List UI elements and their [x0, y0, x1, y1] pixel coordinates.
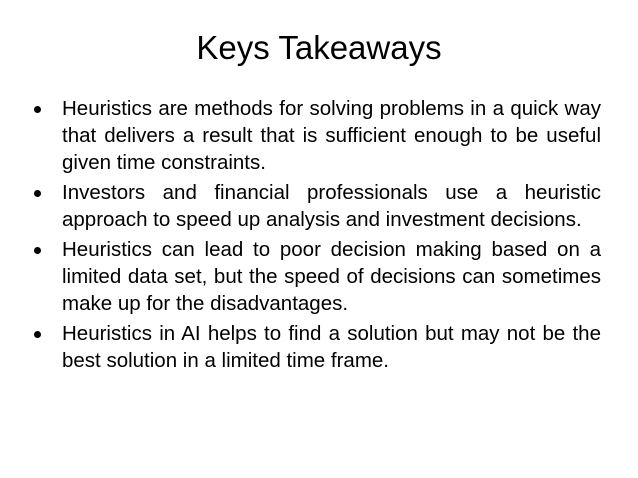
bullet-dot-icon — [34, 106, 41, 113]
bullet-list — [33, 95, 601, 377]
bullet-dot-icon — [34, 247, 41, 254]
bullet-text: Heuristics can lead to poor decision making based on a limited data set, but the speed of decisions can sometimes make up for the disadvantages. — [62, 238, 601, 315]
bullet-text: Investors and financial professionals use a heuristic approach to speed up analysis and investment decisions. — [62, 181, 601, 231]
bullet-text: Heuristics are methods for solving problems in a quick way that delivers a result that is sufficient enough to be useful given time constraints. — [62, 97, 601, 174]
bullet-item — [33, 236, 601, 317]
slide-title: Keys Takeaways — [196, 29, 442, 66]
bullet-item — [33, 95, 601, 176]
bullet-item — [33, 179, 601, 233]
bullet-item — [33, 320, 601, 374]
bullet-dot-icon — [34, 190, 41, 197]
bullet-text: Heuristics in AI helps to find a solution but may not be the best solution in a limited time frame. — [62, 322, 601, 372]
bullet-dot-icon — [34, 331, 41, 338]
